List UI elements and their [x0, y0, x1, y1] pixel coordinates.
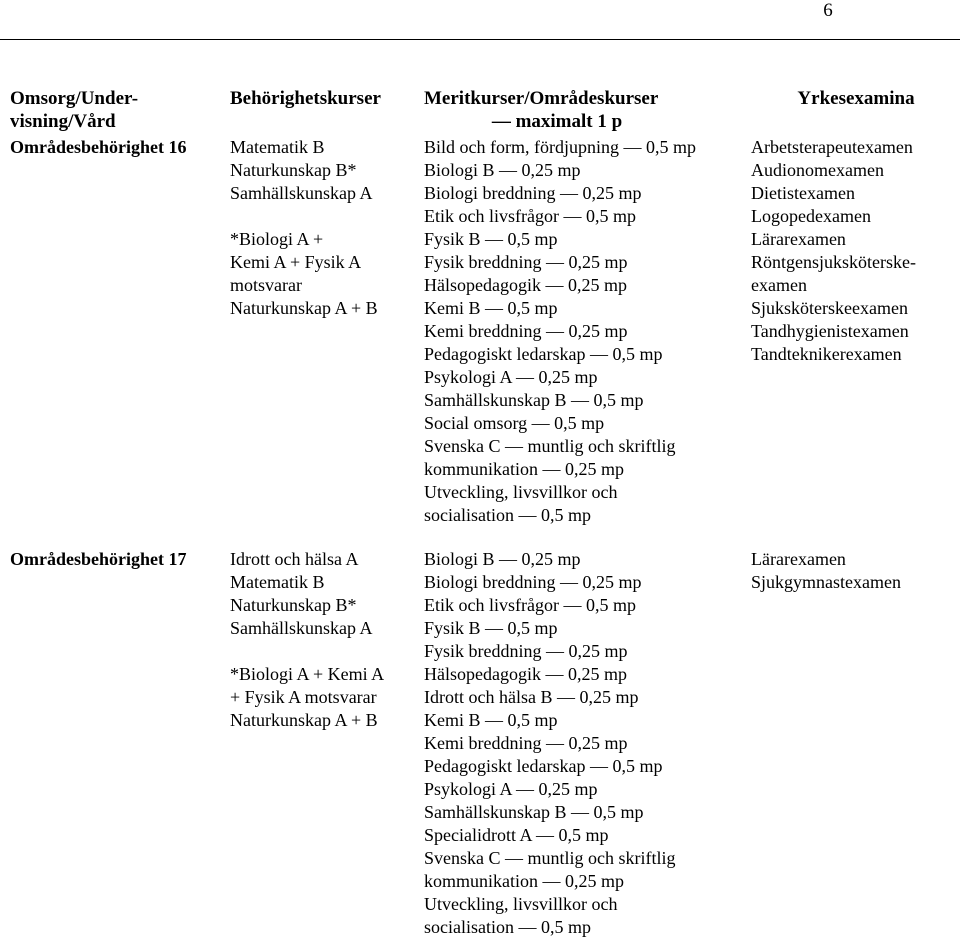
row1-merit-courses-item: kommunikation — 0,25 mp	[424, 459, 624, 479]
row2-area-label: Områdesbehörighet 17	[10, 549, 187, 569]
row1-eligibility-note: Kemi A + Fysik A	[230, 252, 362, 272]
header-area-line1: Omsorg/Under-	[10, 88, 139, 109]
row2-merit-courses-item: Etik och livsfrågor — 0,5 mp	[424, 595, 636, 615]
row1-merit-courses-item: Psykologi A — 0,25 mp	[424, 367, 598, 387]
row1-merit-courses-item: Pedagogiskt ledarskap — 0,5 mp	[424, 344, 663, 364]
row1-merit-courses-item: Fysik breddning — 0,25 mp	[424, 252, 628, 272]
row2-eligibility-note: + Fysik A motsvarar	[230, 687, 377, 707]
row2-merit-courses-item: Fysik breddning — 0,25 mp	[424, 641, 628, 661]
row1-merit-courses	[424, 136, 746, 527]
row2-degrees-item: Sjukgymnastexamen	[751, 572, 901, 592]
row1-degrees-item: Sjuksköterskeexamen	[751, 298, 908, 318]
row1-merit-courses-item: Utveckling, livsvillkor och	[424, 482, 618, 502]
row1-degrees-item: Logopedexamen	[751, 206, 871, 226]
row2-eligibility-course: Idrott och hälsa A	[230, 549, 359, 569]
row1-merit-courses-item: Fysik B — 0,5 mp	[424, 229, 558, 249]
row1-merit-courses-item: Kemi B — 0,5 mp	[424, 298, 558, 318]
row1-degrees-item: Arbetsterapeutexamen	[751, 137, 913, 157]
row2-merit-courses-item: Samhällskunskap B — 0,5 mp	[424, 802, 644, 822]
row1-degrees-item: Röntgensjuksköterske-	[751, 252, 916, 272]
row2-merit-courses-item: Pedagogiskt ledarskap — 0,5 mp	[424, 756, 663, 776]
row2-degrees-item: Lärarexamen	[751, 549, 846, 569]
row2-merit-courses-item: Utveckling, livsvillkor och	[424, 894, 618, 914]
row1-area	[10, 136, 222, 159]
row1-eligibility-course: Matematik B	[230, 137, 325, 157]
row2-merit-courses-item: Specialidrott A — 0,5 mp	[424, 825, 609, 845]
row2-merit-courses-item: kommunikation — 0,25 mp	[424, 871, 624, 891]
spacer	[230, 640, 418, 663]
row1-merit-courses-item: socialisation — 0,5 mp	[424, 505, 591, 525]
row1-merit-courses-item: Etik och livsfrågor — 0,5 mp	[424, 206, 636, 226]
row2-merit-courses-item: socialisation — 0,5 mp	[424, 917, 591, 937]
row1-merit-courses-item: Hälsopedagogik — 0,25 mp	[424, 275, 627, 295]
row1-eligibility-note: motsvarar	[230, 275, 302, 295]
row1-degrees-item: Dietistexamen	[751, 183, 855, 203]
row2-merit-courses-item: Svenska C — muntlig och skriftlig	[424, 848, 676, 868]
header-eligibility	[230, 87, 418, 110]
row2-eligibility-course: Matematik B	[230, 572, 325, 592]
row2-eligibility-course: Naturkunskap B*	[230, 595, 357, 615]
row2-merit-courses	[424, 548, 746, 939]
row1-eligibility-course: Naturkunskap B*	[230, 160, 357, 180]
row2-merit-courses-item: Biologi breddning — 0,25 mp	[424, 572, 642, 592]
header-merit	[424, 87, 746, 133]
row2-eligibility-course: Samhällskunskap A	[230, 618, 373, 638]
header-degrees	[751, 87, 960, 110]
header-merit-line1: Meritkurser/Områdeskurser	[424, 88, 659, 109]
row1-merit-courses-item: Biologi B — 0,25 mp	[424, 160, 581, 180]
row1-degrees-item: Tandhygienistexamen	[751, 321, 909, 341]
row1-merit-courses-item: Kemi breddning — 0,25 mp	[424, 321, 628, 341]
row2-merit-courses-item: Kemi B — 0,5 mp	[424, 710, 558, 730]
row1-area-label: Områdesbehörighet 16	[10, 137, 187, 157]
row2-merit-courses-item: Biologi B — 0,25 mp	[424, 549, 581, 569]
header-area-line2: visning/Vård	[10, 111, 116, 132]
row1-degrees-item: examen	[751, 275, 807, 295]
row1-merit-courses-item: Social omsorg — 0,5 mp	[424, 413, 605, 433]
row1-merit-courses-item: Biologi breddning — 0,25 mp	[424, 183, 642, 203]
header-merit-line2: — maximalt 1 p	[491, 111, 623, 132]
row1-eligibility-course: Samhällskunskap A	[230, 183, 373, 203]
header-eligibility-label: Behörighetskurser	[230, 88, 381, 109]
row2-merit-courses-item: Psykologi A — 0,25 mp	[424, 779, 598, 799]
row2-merit-courses-item: Fysik B — 0,5 mp	[424, 618, 558, 638]
row1-degrees	[751, 136, 960, 366]
row2-merit-courses-item: Hälsopedagogik — 0,25 mp	[424, 664, 627, 684]
row1-degrees-item: Audionomexamen	[751, 160, 884, 180]
row1-eligibility-note: *Biologi A +	[230, 229, 324, 249]
row2-eligibility-note: *Biologi A + Kemi A	[230, 664, 385, 684]
row2-merit-courses-item: Idrott och hälsa B — 0,25 mp	[424, 687, 639, 707]
row2-degrees	[751, 548, 960, 594]
row2-area	[10, 548, 222, 571]
spacer	[230, 205, 418, 228]
row1-merit-courses-item: Bild och form, fördjupning — 0,5 mp	[424, 137, 696, 157]
row2-eligibility-note: Naturkunskap A + B	[230, 710, 378, 730]
row1-eligibility-note: Naturkunskap A + B	[230, 298, 378, 318]
row1-degrees-item: Lärarexamen	[751, 229, 846, 249]
page-number: 6	[823, 0, 833, 21]
row1-eligibility	[230, 136, 418, 320]
row1-merit-courses-item: Svenska C — muntlig och skriftlig	[424, 436, 676, 456]
header-degrees-label: Yrkesexamina	[797, 88, 915, 109]
row1-degrees-item: Tandteknikerexamen	[751, 344, 902, 364]
header-rule	[0, 39, 960, 40]
row2-eligibility	[230, 548, 418, 732]
row1-merit-courses-item: Samhällskunskap B — 0,5 mp	[424, 390, 644, 410]
header-area	[10, 87, 222, 133]
row2-merit-courses-item: Kemi breddning — 0,25 mp	[424, 733, 628, 753]
